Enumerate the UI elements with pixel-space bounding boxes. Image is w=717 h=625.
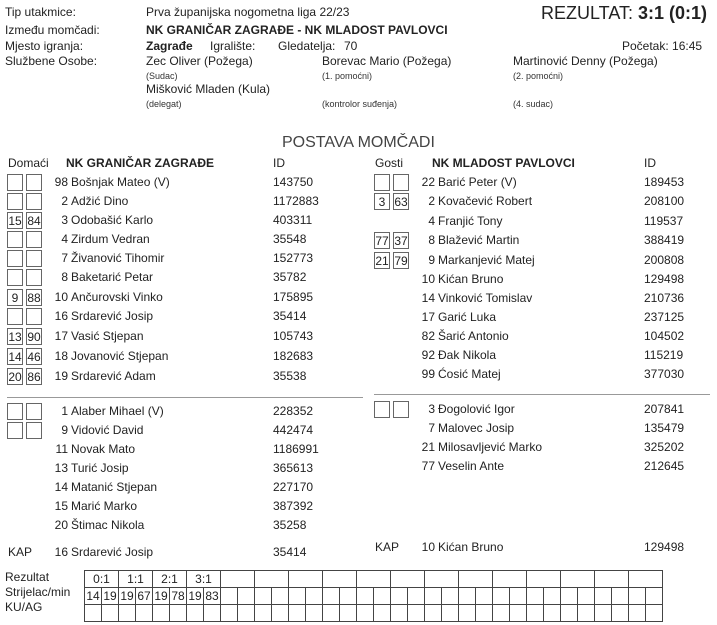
home-sub-box-2 [26, 308, 42, 325]
home-sub-box-2 [26, 193, 42, 210]
player-id: 237125 [644, 310, 685, 324]
player-id: 1186991 [273, 442, 319, 456]
player-name: Jovanović Stjepan [71, 349, 169, 363]
scorer-cell: 19 [120, 589, 134, 603]
captain-id: 35414 [273, 545, 307, 559]
player-id: 119537 [644, 214, 684, 228]
score-cell [289, 571, 323, 588]
player-number: 92 [421, 348, 435, 362]
gledatelja-value: 70 [344, 39, 358, 53]
player-id: 35414 [273, 309, 307, 323]
home-sub-box-1: 13 [8, 330, 22, 344]
player-id: 175895 [273, 290, 314, 304]
player-name: Garić Luka [438, 310, 497, 324]
home-sub-box-2 [26, 250, 42, 267]
scorer-row [85, 588, 663, 605]
player-id: 212645 [644, 459, 685, 473]
player-number: 3 [61, 213, 68, 227]
home-divider [7, 397, 363, 398]
player-name: Srdarević Adam [71, 369, 156, 383]
score-cell [425, 571, 459, 588]
home-sub-box-2 [26, 231, 42, 248]
izmedu-label: Između momčadi: [5, 23, 100, 37]
player-id: 105743 [273, 329, 314, 343]
player-number: 99 [421, 367, 435, 381]
player-name: Odobašić Karlo [71, 213, 154, 227]
player-name: Srdarević Josip [71, 309, 154, 323]
player-name: Zirdum Vedran [71, 232, 150, 246]
player-id: 207841 [644, 402, 685, 416]
gledatelja-label: Gledatelja: [278, 39, 336, 53]
score-cell [391, 571, 425, 588]
home-sub-box-2: 86 [27, 370, 41, 384]
player-id: 377030 [644, 367, 685, 381]
player-name: Alaber Mihael (V) [71, 404, 164, 418]
pocetak-value: 16:45 [672, 39, 703, 53]
captain-name: Srdarević Josip [71, 545, 154, 559]
official-role: (4. sudac) [513, 99, 554, 109]
player-number: 21 [421, 440, 435, 454]
away-id-header: ID [644, 156, 656, 170]
player-id: 115219 [644, 348, 684, 362]
minute-cell: 78 [171, 589, 185, 603]
player-name: Đogolović Igor [438, 402, 515, 416]
score-cell: 0:1 [85, 571, 119, 588]
score-cell [527, 571, 561, 588]
rezultat-row-label: Rezultat [5, 570, 50, 584]
player-number: 20 [54, 518, 68, 532]
pocetak-label: Početak: [622, 39, 669, 53]
player-id: 1172883 [273, 194, 319, 208]
player-name: Ćosić Matej [438, 367, 501, 381]
away-sub-box-2 [393, 401, 409, 418]
scorer-cell: 19 [154, 589, 168, 603]
captain-number: 10 [421, 540, 435, 554]
home-sub-box-1 [7, 403, 23, 420]
home-sub-box-2: 46 [27, 350, 41, 364]
match-teams: NK GRANIČAR ZAGRAĐE - NK MLADOST PAVLOVCI [146, 23, 448, 37]
score-cell [255, 571, 289, 588]
away-sub-box-1: 77 [375, 234, 389, 248]
home-sub-box-1: 9 [7, 289, 23, 306]
player-number: 8 [61, 270, 68, 284]
player-number: 13 [54, 461, 68, 475]
player-name: Malovec Josip [438, 421, 515, 435]
player-name: Šarić Antonio [438, 329, 509, 343]
home-sub-box-1 [7, 193, 23, 210]
player-number: 9 [428, 253, 435, 267]
minute-cell: 19 [103, 589, 117, 603]
home-sub-box-1: 15 [8, 214, 22, 228]
player-name: Milosavljević Marko [438, 440, 543, 454]
player-number: 9 [61, 423, 68, 437]
player-number: 1 [61, 404, 68, 418]
player-name: Turić Josip [71, 461, 129, 475]
home-sub-box-1 [7, 308, 23, 325]
away-sub-box-1: 3 [374, 193, 390, 210]
player-id: 35538 [273, 369, 307, 383]
away-sub-box-1 [374, 401, 390, 418]
home-sub-box-1 [7, 250, 23, 267]
player-name: Bošnjak Mateo (V) [71, 175, 170, 189]
player-name: Baketarić Petar [71, 270, 154, 284]
player-id: 387392 [273, 499, 314, 513]
official-role: (2. pomoćni) [513, 71, 564, 81]
player-id: 35548 [273, 232, 307, 246]
official-name: Martinović Denny (Požega) [513, 54, 658, 68]
player-number: 82 [421, 329, 435, 343]
player-number: 7 [428, 421, 435, 435]
player-id: 227170 [273, 480, 314, 494]
player-number: 15 [54, 499, 68, 513]
tip-label: Tip utakmice: [5, 5, 76, 19]
player-id: 135479 [644, 421, 685, 435]
player-id: 104502 [644, 329, 685, 343]
score-cell [459, 571, 493, 588]
score-cell [221, 571, 255, 588]
tip-value: Prva županijska nogometna liga 22/23 [146, 5, 350, 19]
away-sub-box-2: 37 [394, 234, 408, 248]
away-sub-box-2: 79 [394, 254, 408, 268]
score-cell [595, 571, 629, 588]
home-sub-box-2: 90 [27, 330, 41, 344]
player-number: 4 [61, 232, 68, 246]
official-role: (1. pomoćni) [322, 71, 373, 81]
player-id: 35258 [273, 518, 307, 532]
strijelac-row-label: Strijelac/min [5, 585, 71, 599]
scorer-cell: 19 [188, 589, 202, 603]
player-name: Vinković Tomislav [438, 291, 533, 305]
player-id: 35782 [273, 270, 307, 284]
player-name: Živanović Tihomir [71, 251, 165, 265]
home-team-name: NK GRANIČAR ZAGRAĐE [66, 156, 214, 170]
player-id: 189453 [644, 175, 685, 189]
away-sub-box-2 [393, 174, 409, 191]
captain-label: KAP [8, 545, 33, 559]
home-sub-box-1 [7, 422, 23, 439]
player-name: Kićan Bruno [438, 272, 504, 286]
score-cell [629, 571, 663, 588]
home-sub-box-2 [26, 269, 42, 286]
score-cell [561, 571, 595, 588]
player-number: 16 [54, 309, 68, 323]
igraliste-label: Igralište: [210, 39, 256, 53]
player-id: 208100 [644, 194, 685, 208]
player-id: 143750 [273, 175, 314, 189]
player-name: Blažević Martin [438, 233, 520, 247]
player-name: Markanjević Matej [438, 253, 535, 267]
kuag-row [85, 605, 663, 622]
score-cell [323, 571, 357, 588]
player-number: 2 [428, 194, 435, 208]
player-number: 22 [421, 175, 435, 189]
home-id-header: ID [273, 156, 285, 170]
away-sub-box-1 [374, 174, 390, 191]
official-role: (delegat) [146, 99, 182, 109]
player-number: 10 [421, 272, 435, 286]
home-sub-box-2 [26, 174, 42, 191]
player-name: Barić Peter (V) [438, 175, 517, 189]
player-name: Vasić Stjepan [71, 329, 144, 343]
player-number: 17 [421, 310, 435, 324]
player-number: 4 [428, 214, 435, 228]
mjesto-label: Mjesto igranja: [5, 39, 84, 53]
player-id: 388419 [644, 233, 685, 247]
home-sub-box-2 [26, 403, 42, 420]
official-role: (Sudac) [146, 71, 178, 81]
lineups-title: POSTAVA MOMČADI [282, 134, 435, 151]
player-id: 152773 [273, 251, 314, 265]
scorer-cell: 14 [86, 589, 100, 603]
captain-label: KAP [375, 540, 400, 554]
player-id: 442474 [273, 423, 314, 437]
player-number: 10 [54, 290, 68, 304]
player-name: Štimac Nikola [71, 518, 145, 532]
home-sub-box-1: 20 [8, 370, 22, 384]
result-value: 3:1 (0:1) [638, 3, 708, 23]
away-side-label: Gosti [375, 156, 404, 170]
official-role: (kontrolor suđenja) [322, 99, 398, 109]
player-number: 14 [54, 480, 68, 494]
home-sub-box-2: 84 [27, 214, 41, 228]
player-name: Veselin Ante [438, 459, 505, 473]
player-name: Matanić Stjepan [71, 480, 158, 494]
player-number: 3 [428, 402, 435, 416]
player-number: 98 [54, 175, 68, 189]
kuag-row-label: KU/AG [5, 600, 43, 614]
official-name: Zec Oliver (Požega) [146, 54, 253, 68]
player-number: 8 [428, 233, 435, 247]
player-id: 365613 [273, 461, 314, 475]
score-cell: 2:1 [153, 571, 187, 588]
pocetak-block [622, 39, 702, 53]
player-number: 14 [421, 291, 435, 305]
home-side-label: Domaći [8, 156, 49, 170]
away-sub-box-1: 21 [375, 254, 389, 268]
home-sub-box-1 [7, 231, 23, 248]
osobe-label: Službene Osobe: [5, 54, 98, 68]
player-name: Ančurovski Vinko [71, 290, 163, 304]
away-team-name: NK MLADOST PAVLOVCI [432, 156, 575, 170]
player-id: 403311 [273, 213, 313, 227]
player-number: 17 [54, 329, 68, 343]
home-sub-box-1 [7, 174, 23, 191]
mjesto-value: Zagrađe [146, 39, 193, 53]
player-name: Đak Nikola [438, 348, 497, 362]
player-id: 200808 [644, 253, 685, 267]
player-id: 210736 [644, 291, 685, 305]
result-block [541, 3, 707, 24]
score-row [85, 571, 663, 588]
minute-cell: 83 [205, 589, 219, 603]
home-sub-box-2: 88 [27, 291, 41, 305]
player-name: Marić Marko [71, 499, 138, 513]
score-cell [357, 571, 391, 588]
player-id: 129498 [644, 272, 685, 286]
player-number: 11 [55, 442, 68, 456]
home-sub-box-1 [7, 269, 23, 286]
score-cell [493, 571, 527, 588]
player-number: 18 [54, 349, 68, 363]
player-name: Kovačević Robert [438, 194, 533, 208]
result-label: REZULTAT: [541, 3, 634, 23]
score-cell: 1:1 [119, 571, 153, 588]
home-sub-box-2 [26, 422, 42, 439]
captain-id: 129498 [644, 540, 685, 554]
away-sub-box-2: 63 [394, 195, 408, 209]
captain-name: Kićan Bruno [438, 540, 504, 554]
player-number: 77 [421, 459, 435, 473]
score-cell: 3:1 [187, 571, 221, 588]
player-number: 19 [54, 369, 68, 383]
scoring-table [84, 570, 663, 622]
home-sub-box-1: 14 [8, 350, 22, 364]
player-id: 228352 [273, 404, 314, 418]
player-number: 7 [61, 251, 68, 265]
away-divider [374, 394, 710, 395]
minute-cell: 67 [137, 589, 151, 603]
player-name: Adžić Dino [71, 194, 129, 208]
official-name: Mišković Mladen (Kula) [146, 82, 271, 96]
player-id: 325202 [644, 440, 685, 454]
player-id: 182683 [273, 349, 314, 363]
player-name: Franjić Tony [438, 214, 503, 228]
player-number: 2 [61, 194, 68, 208]
player-name: Vidović David [71, 423, 144, 437]
player-name: Novak Mato [71, 442, 136, 456]
official-name: Borevac Mario (Požega) [322, 54, 452, 68]
captain-number: 16 [54, 545, 68, 559]
